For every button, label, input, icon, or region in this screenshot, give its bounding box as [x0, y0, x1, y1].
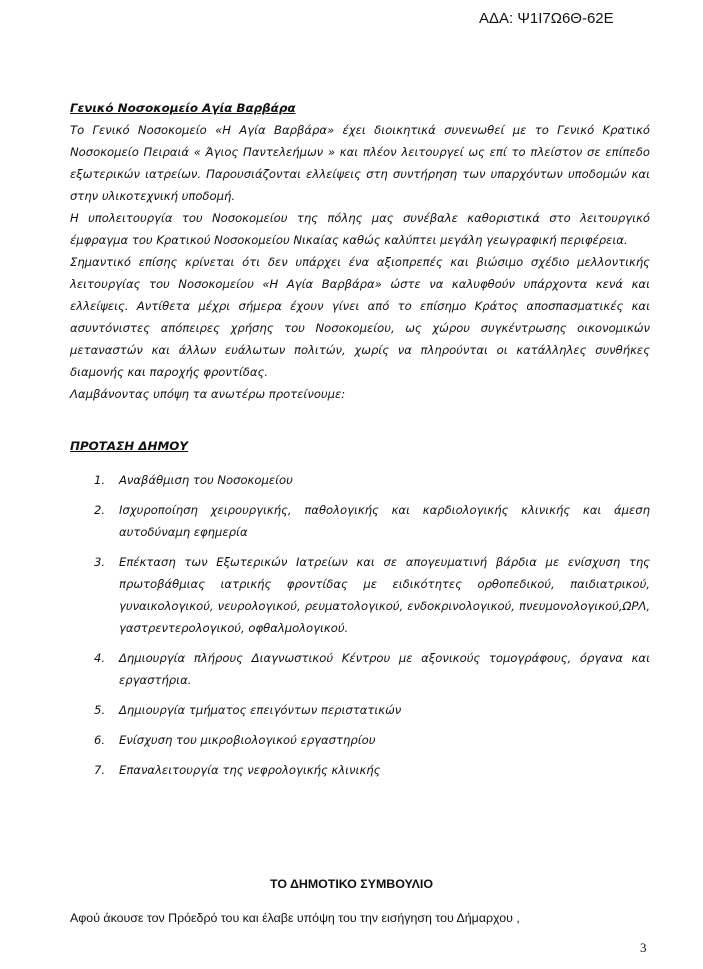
list-item-text: Επέκταση των Εξωτερικών Ιατρείων και σε απογευματινή βάρδια με ενίσχυση της πρωτοβάθμιας ιατρικής φροντίδας με ειδικότητες ορθοπεδικού, παιδιατρικού, γυναικολογικού, νευρολογικού, ρευματολογικού, ενδοκρινολογικού, πνευμονολογικού,ΩΡΛ, γαστρεντερολογικού, οφθαλμολογικού. [119, 555, 650, 635]
document-body [70, 97, 650, 789]
list-item [94, 729, 650, 751]
ada-code: ΑΔΑ: Ψ1Ι7Ω6Θ-62Ε [479, 10, 614, 27]
list-item-text: Ενίσχυση του μικροβιολογικού εργαστηρίου [119, 733, 376, 747]
list-item-number: 5. [94, 703, 106, 717]
proposal-title: ΠΡΟΤΑΣΗ ΔΗΜΟΥ [70, 439, 189, 453]
paragraph-3: Σημαντικό επίσης κρίνεται ότι δεν υπάρχει ένα αξιοπρεπές και βιώσιμο σχέδιο μελλοντικής λειτουργίας του Νοσοκομείου «Η Αγία Βαρβάρα» ώστε να καλυφθούν υπάρχοντα κενά και ελλείψεις. Αντίθετα μέχρι σήμερα έχουν γίνει από το επίσημο Κράτος αποσπασματικές και ασυντόνιστες απόπειρες χρήσης του Νοσοκομείου, ως χώρου συγκέντρωσης οικονομικών μεταναστών και άλλων ευάλωτων πολιτών, χωρίς να πληρούνται οι κατάλληλες συνθήκες διαμονής και παροχής φροντίδας. [70, 255, 650, 379]
list-item [94, 551, 650, 639]
list-item [94, 699, 650, 721]
paragraph-2: Η υπολειτουργία του Νοσοκομείου της πόλης μας συνέβαλε καθοριστικά στο λειτουργικό έμφραγμα του Κρατικού Νοσοκομείου Νικαίας καθώς καλύπτει μεγάλη γεωγραφική περιφέρεια. [70, 211, 650, 247]
list-item [94, 469, 650, 491]
list-item-text: Δημιουργία τμήματος επειγόντων περιστατικών [119, 703, 402, 717]
list-item-text: Επαναλειτουργία της νεφρολογικής κλινικής [119, 763, 381, 777]
proposal-list [70, 469, 650, 781]
list-item-number: 1. [94, 473, 106, 487]
section-title: Γενικό Νοσοκομείο Αγία Βαρβάρα [70, 101, 296, 115]
list-item-text: Ισχυροποίηση χειρουργικής, παθολογικής και καρδιολογικής κλινικής και άμεση αυτοδύναμη εφημερία [119, 503, 650, 539]
list-item [94, 499, 650, 543]
list-item-text: Δημιουργία πλήρους Διαγνωστικού Κέντρου με αξονικούς τομογράφους, όργανα και εργαστήρια. [119, 651, 650, 687]
closing-sentence: Αφού άκουσε τον Πρόεδρό του και έλαβε υπόψη του την εισήγηση του Δήμαρχου , [70, 911, 520, 925]
list-item-number: 7. [94, 763, 106, 777]
list-item-number: 4. [94, 651, 106, 665]
paragraph-1: Το Γενικό Νοσοκομείο «Η Αγία Βαρβάρα» έχει διοικητικά συνενωθεί με το Γενικό Κρατικό Νοσοκομείο Πειραιά « Άγιος Παντελεήμων » και πλέον λειτουργεί ως επί το πλείστον σε επίπεδο εξωτερικών ιατρείων. Παρουσιάζονται ελλείψεις στη συντήρηση των υπαρχόντων υποδομών και στην υλικοτεχνική υποδομή. [70, 123, 650, 203]
paragraph-4: Λαμβάνοντας υπόψη τα ανωτέρω προτείνουμε: [70, 387, 346, 401]
list-item [94, 759, 650, 781]
list-item [94, 647, 650, 691]
list-item-number: 3. [94, 555, 106, 569]
list-item-text: Αναβάθμιση του Νοσοκομείου [119, 473, 293, 487]
page-number: 3 [640, 940, 647, 955]
list-item-number: 6. [94, 733, 106, 747]
council-heading: ΤΟ ΔΗΜΟΤΙΚΟ ΣΥΜΒΟΥΛΙΟ [270, 877, 433, 891]
list-item-number: 2. [94, 503, 106, 517]
